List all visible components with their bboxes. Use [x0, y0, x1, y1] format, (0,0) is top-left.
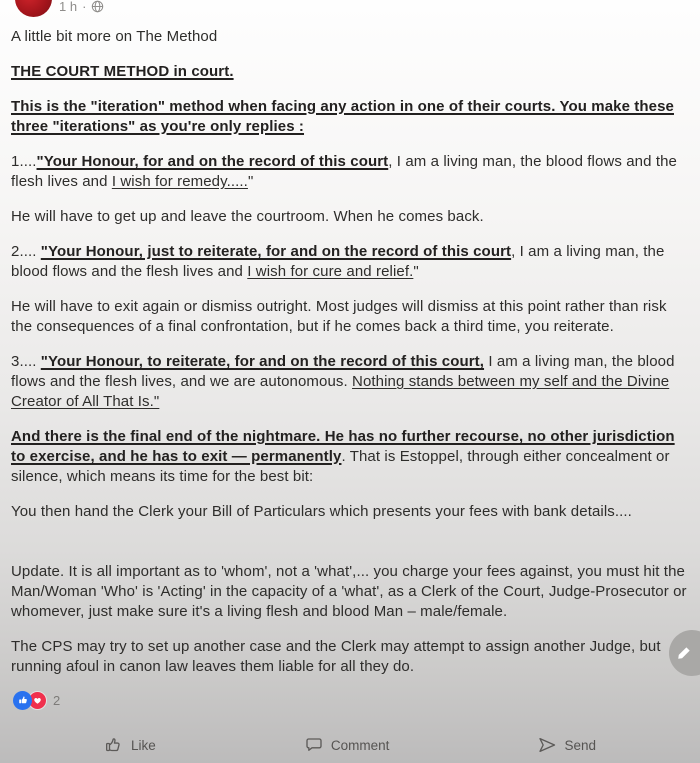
text-segment: , I am a living man, the blood flows and the flesh lives and [11, 243, 665, 280]
like-button-label: Like [131, 737, 156, 753]
text-segment: Nothing stands between my self and the Divine Creator of All That Is." [11, 373, 670, 410]
reaction-count[interactable]: 2 [53, 692, 61, 708]
paragraph-first-iteration [11, 152, 689, 192]
text-segment: This is the "iteration" method when facing any action in one of their courts. You make these three "iterations" as you're only replies : [11, 98, 674, 135]
comment-button[interactable] [296, 731, 398, 759]
send-button-label: Send [564, 737, 596, 753]
action-bar-divider [0, 725, 700, 726]
like-reaction-icon[interactable] [13, 691, 32, 710]
comment-button-label: Comment [330, 737, 390, 753]
thumbs-up-icon [104, 735, 124, 755]
action-bar [0, 727, 700, 763]
meta-separator: · [82, 0, 87, 14]
like-button[interactable] [96, 731, 164, 759]
post-meta [59, 0, 104, 14]
paragraph-cps [11, 637, 689, 677]
paragraph-third-iteration [11, 352, 689, 412]
paragraph-between-1 [11, 207, 689, 227]
text-segment: He will have to get up and leave the courtroom. When he comes back. [11, 208, 484, 225]
send-arrow-icon [537, 735, 557, 755]
comment-bubble-icon [304, 735, 324, 755]
text-segment: Update. It is all important as to 'whom', not a 'what',... you charge your fees against, you must hit the Man/Woman 'Who' is 'Acting' in the capacity of a 'what', as a Clerk of the Court, Judge-Prosecutor or whomever, just make sure it's a living flesh and blood Man – male/female. [11, 563, 687, 620]
paragraph-heading [11, 62, 689, 82]
text-segment: He will have to exit again or dismiss outright. Most judges will dismiss at this point rather than risk the consequences of a final confrontation, but if he comes back a third time, you reiterate. [11, 298, 667, 335]
post-body [0, 16, 700, 677]
post-header [0, 0, 700, 16]
paragraph-second-iteration [11, 242, 689, 282]
text-segment: You then hand the Clerk your Bill of Particulars which presents your fees with bank details.... [11, 503, 632, 520]
text-segment: THE COURT METHOD in court. [11, 63, 234, 80]
text-segment: The CPS may try to set up another case and the Clerk may attempt to assign another Judge, but running afoul in canon law leaves them liable for all they do. [11, 638, 661, 675]
text-segment: "Your Honour, for and on the record of this court [36, 153, 389, 170]
text-segment: "Your Honour, to reiterate, for and on the record of this court, [40, 353, 485, 370]
text-segment: " [247, 173, 254, 190]
text-segment: I am a living man, the blood flows and the flesh lives, and we are autonomous. [11, 353, 675, 390]
text-segment: 2.... [11, 243, 41, 260]
send-button[interactable] [529, 731, 604, 759]
text-segment: And there is the final end of the nightmare. He has no further recourse, no other jurisdiction to exercise, and he has to exit — permanently [11, 428, 675, 465]
avatar[interactable] [15, 0, 52, 17]
globe-icon [91, 0, 104, 13]
paragraph-intro [11, 27, 689, 47]
text-segment: I wish for remedy..... [111, 173, 248, 190]
paragraph-clerk [11, 502, 689, 522]
text-segment: , I am a living man, the blood flows and the flesh lives and [11, 153, 677, 190]
text-segment: . That is Estoppel, through either concealment or silence, which means its time for the best bit: [11, 448, 670, 485]
paragraph-iteration-intro [11, 97, 689, 137]
timestamp[interactable]: 1 h [59, 0, 78, 14]
text-segment: " [413, 263, 419, 280]
text-segment: "Your Honour, just to reiterate, for and on the record of this court [40, 243, 512, 260]
text-segment: 1.... [11, 153, 37, 170]
paragraph-between-2 [11, 297, 689, 337]
text-segment: A little bit more on The Method [11, 28, 218, 45]
paragraph-update [11, 562, 689, 622]
text-segment: I wish for cure and relief. [247, 263, 414, 280]
text-segment: 3.... [11, 353, 41, 370]
paragraph-finale [11, 427, 689, 487]
reactions-row[interactable] [13, 690, 700, 710]
